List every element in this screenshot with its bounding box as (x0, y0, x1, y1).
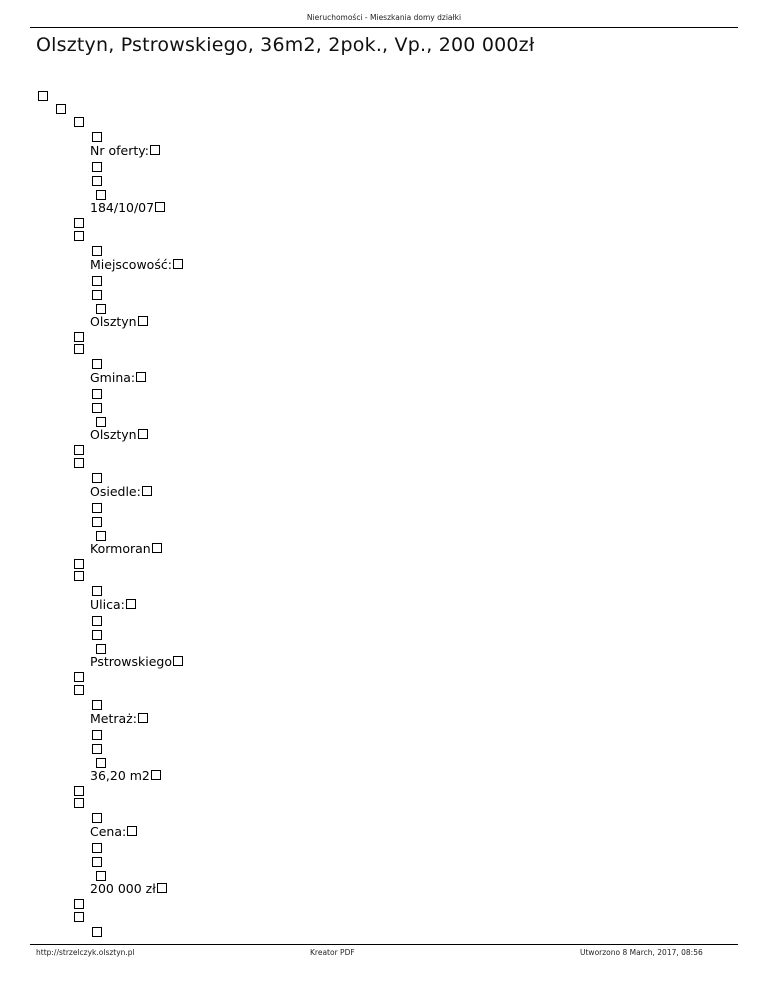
missing-glyph-box (92, 700, 102, 710)
missing-glyph-box (157, 883, 167, 893)
field-value: Pstrowskiego (90, 655, 183, 669)
missing-glyph-box (92, 630, 102, 640)
missing-glyph-box (92, 517, 102, 527)
missing-glyph-box (74, 458, 84, 468)
missing-glyph-box (74, 672, 84, 682)
missing-glyph-box (150, 145, 160, 155)
footer-generator: Kreator PDF (310, 948, 355, 957)
missing-glyph-box (96, 531, 106, 541)
missing-glyph-box (92, 744, 102, 754)
missing-glyph-box (152, 543, 162, 553)
missing-glyph-box (96, 190, 106, 200)
missing-glyph-box (38, 91, 48, 101)
missing-glyph-box (96, 871, 106, 881)
missing-glyph-box (142, 486, 152, 496)
missing-glyph-box (74, 571, 84, 581)
missing-glyph-box (96, 644, 106, 654)
missing-glyph-box (74, 912, 84, 922)
field-label: Osiedle: (90, 485, 152, 499)
field-value: Olsztyn (90, 428, 148, 442)
missing-glyph-box (92, 162, 102, 172)
field-value: 200 000 zł (90, 882, 167, 896)
missing-glyph-box (74, 786, 84, 796)
missing-glyph-box (74, 218, 84, 228)
missing-glyph-box (136, 372, 146, 382)
missing-glyph-box (74, 445, 84, 455)
missing-glyph-box (74, 899, 84, 909)
missing-glyph-box (92, 246, 102, 256)
missing-glyph-box (96, 304, 106, 314)
missing-glyph-box (92, 132, 102, 142)
missing-glyph-box (96, 758, 106, 768)
footer-created: Utworzono 8 March, 2017, 08:56 (580, 948, 703, 957)
page-header: Nieruchomości - Mieszkania domy działki (306, 13, 462, 22)
missing-glyph-box (92, 503, 102, 513)
missing-glyph-box (92, 730, 102, 740)
missing-glyph-box (74, 344, 84, 354)
missing-glyph-box (56, 104, 66, 114)
missing-glyph-box (155, 202, 165, 212)
missing-glyph-box (138, 713, 148, 723)
missing-glyph-box (126, 599, 136, 609)
missing-glyph-box (92, 473, 102, 483)
field-label: Nr oferty: (90, 144, 160, 158)
missing-glyph-box (74, 559, 84, 569)
missing-glyph-box (92, 389, 102, 399)
missing-glyph-box (96, 417, 106, 427)
missing-glyph-box (92, 843, 102, 853)
listing-title: Olsztyn, Pstrowskiego, 36m2, 2pok., Vp., 200 000zł (36, 34, 535, 56)
missing-glyph-box (173, 656, 183, 666)
field-label: Metraż: (90, 712, 148, 726)
missing-glyph-box (74, 798, 84, 808)
field-value: 36,20 m2 (90, 769, 161, 783)
missing-glyph-box (92, 359, 102, 369)
missing-glyph-box (92, 586, 102, 596)
missing-glyph-box (92, 290, 102, 300)
field-label: Ulica: (90, 598, 136, 612)
footer-url: http://strzelczyk.olsztyn.pl (36, 948, 135, 957)
missing-glyph-box (138, 429, 148, 439)
field-value: Olsztyn (90, 315, 148, 329)
missing-glyph-box (92, 176, 102, 186)
missing-glyph-box (92, 927, 102, 937)
field-value: Kormoran (90, 542, 162, 556)
missing-glyph-box (74, 117, 84, 127)
missing-glyph-box (92, 813, 102, 823)
missing-glyph-box (74, 332, 84, 342)
footer-divider (30, 944, 738, 945)
missing-glyph-box (92, 857, 102, 867)
header-divider (30, 27, 738, 28)
missing-glyph-box (151, 770, 161, 780)
missing-glyph-box (92, 403, 102, 413)
missing-glyph-box (127, 826, 137, 836)
missing-glyph-box (92, 616, 102, 626)
field-value: 184/10/07 (90, 201, 165, 215)
field-label: Gmina: (90, 371, 146, 385)
missing-glyph-box (173, 259, 183, 269)
missing-glyph-box (74, 231, 84, 241)
field-label: Miejscowość: (90, 258, 183, 272)
missing-glyph-box (138, 316, 148, 326)
missing-glyph-box (92, 276, 102, 286)
missing-glyph-box (74, 685, 84, 695)
field-label: Cena: (90, 825, 137, 839)
